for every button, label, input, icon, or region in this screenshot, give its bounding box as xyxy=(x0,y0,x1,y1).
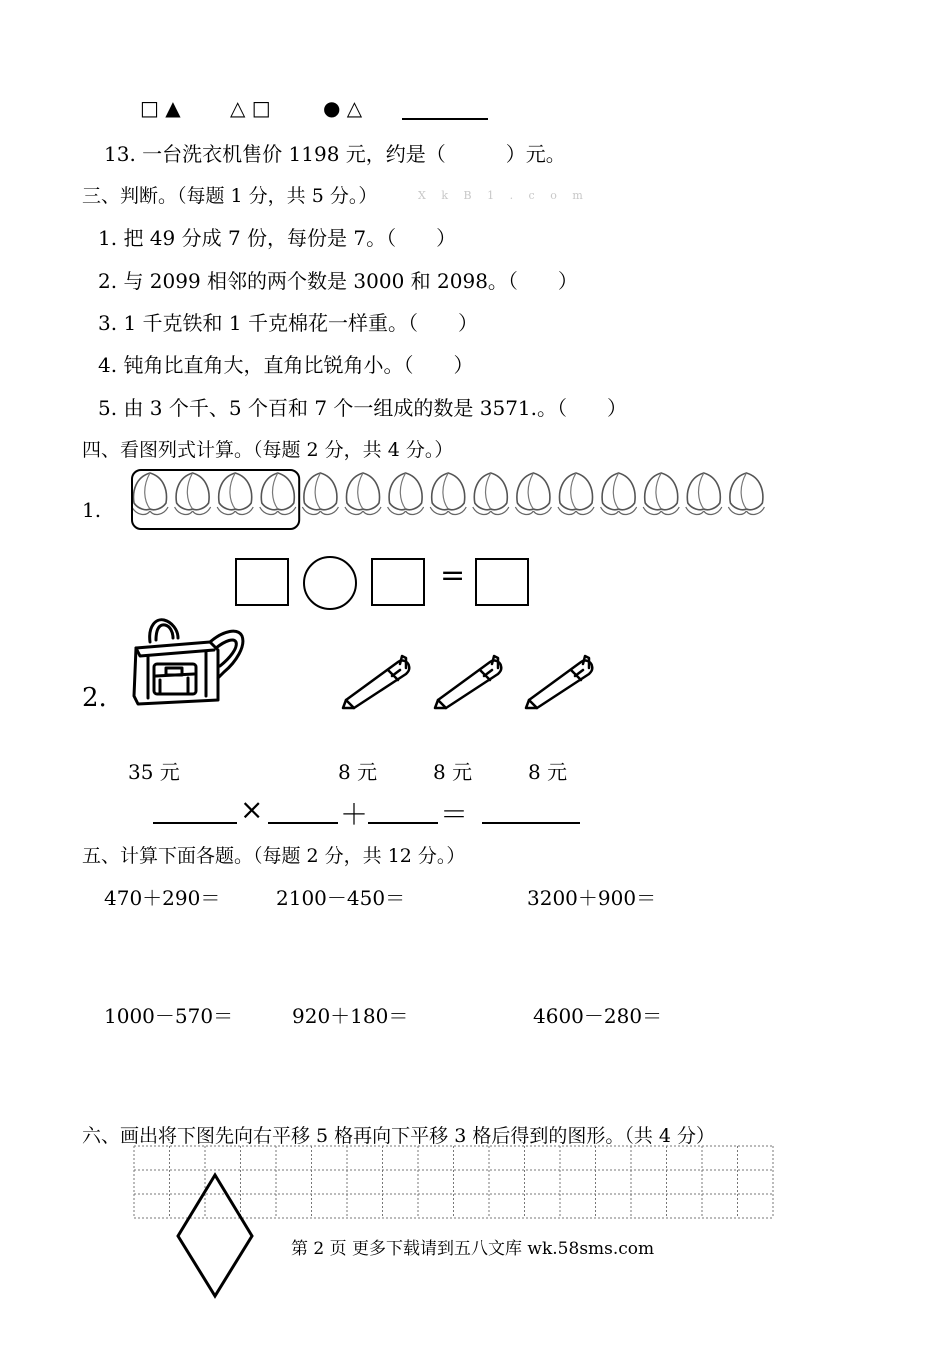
judge-item-4: 4. 钝角比直角大，直角比锐角小。（ ） xyxy=(98,353,474,377)
judge-item-3: 3. 1 千克铁和 1 千克棉花一样重。（ ） xyxy=(98,311,478,335)
price-backpack: 35 元 xyxy=(128,760,180,784)
calc-5: 920＋180＝ xyxy=(292,1004,409,1028)
price-pen-1: 8 元 xyxy=(338,760,378,784)
calc-1: 470＋290＝ xyxy=(104,886,221,910)
q1-label: 1. xyxy=(82,498,102,522)
judge-item-2: 2. 与 2099 相邻的两个数是 3000 和 2098。（ ） xyxy=(98,269,578,293)
q2-label: 2. xyxy=(82,683,107,713)
judge-item-1: 1. 把 49 分成 7 份，每份是 7。（ ） xyxy=(98,226,457,250)
judge-item-5: 5. 由 3 个千、5 个百和 7 个一组成的数是 3571.。（ ） xyxy=(98,396,628,420)
equals-sign-2: ＝ xyxy=(440,798,469,831)
calc-3: 3200＋900＝ xyxy=(527,886,657,910)
times-sign: × xyxy=(240,793,264,826)
shape-group-1: □ ▲ xyxy=(140,96,181,120)
price-pen-2: 8 元 xyxy=(433,760,473,784)
calc-2: 2100－450＝ xyxy=(276,886,406,910)
page-footer: 第 2 页 更多下载请到五八文库 wk.58sms.com xyxy=(291,1239,655,1259)
price-pen-3: 8 元 xyxy=(528,760,568,784)
shape-group-2: △ □ xyxy=(230,96,271,120)
section-4-title: 四、看图列式计算。（每题 2 分，共 4 分。） xyxy=(82,439,454,461)
calc-6: 4600－280＝ xyxy=(533,1004,663,1028)
calc-4: 1000－570＝ xyxy=(104,1004,234,1028)
equals-sign: = xyxy=(440,558,466,593)
section-5-title: 五、计算下面各题。（每题 2 分，共 12 分。） xyxy=(82,845,466,867)
question-13: 13. 一台洗衣机售价 1198 元，约是（ ）元。 xyxy=(104,142,566,166)
watermark: X k B 1 . c o m xyxy=(418,189,589,202)
rhombus-shape xyxy=(170,1172,260,1300)
shape-group-3: ● △ xyxy=(323,96,363,120)
plus-sign: ＋ xyxy=(340,798,369,831)
section-6-title: 六、画出将下图先向右平移 5 格再向下平移 3 格后得到的图形。（共 4 分） xyxy=(82,1125,716,1147)
section-3-title: 三、判断。（每题 1 分，共 5 分。） xyxy=(82,185,378,207)
